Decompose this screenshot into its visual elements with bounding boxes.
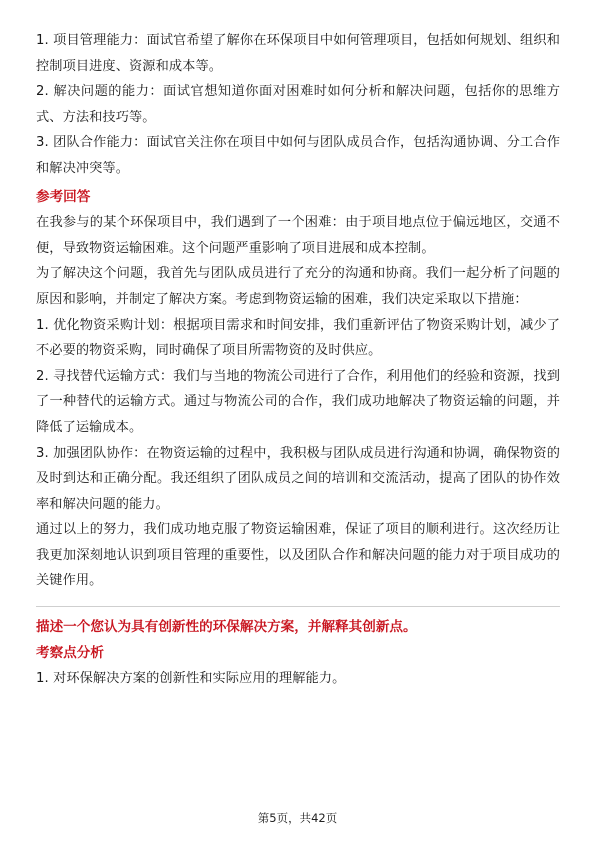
intro-point-1: 1. 项目管理能力：面试官希望了解你在环保项目中如何管理项目，包括如何规划、组织和控制项目进度、资源和成本等。 <box>36 33 560 74</box>
analysis-heading: 考察点分析 <box>36 644 104 661</box>
page-number: 第5页，共42页 <box>257 811 338 825</box>
answer-conclusion: 通过以上的努力，我们成功地克服了物资运输困难，保证了项目的顺利进行。这次经历让我更加深刻地认识到项目管理的重要性，以及团队合作和解决问题的能力对于项目成功的关键作用。 <box>36 522 560 589</box>
answer-paragraph-1: 在我参与的某个环保项目中，我们遇到了一个困难：由于项目地点位于偏远地区，交通不便，导致物资运输困难。这个问题严重影响了项目进展和成本控制。 <box>36 215 560 256</box>
answer-heading: 参考回答 <box>36 188 91 205</box>
answer-measure-3: 3. 加强团队协作：在物资运输的过程中，我积极与团队成员进行沟通和协调，确保物资的及时到达和正确分配。我还组织了团队成员之间的培训和交流活动，提高了团队的协作效率和解决问题的能力。 <box>36 445 560 512</box>
section-divider <box>36 606 560 607</box>
intro-point-2: 2. 解决问题的能力：面试官想知道你面对困难时如何分析和解决问题，包括你的思维方式、方法和技巧等。 <box>36 84 560 125</box>
answer-paragraph-2: 为了解决这个问题，我首先与团队成员进行了充分的沟通和协商。我们一起分析了问题的原因和影响，并制定了解决方案。考虑到物资运输的困难，我们决定采取以下措施： <box>36 266 560 307</box>
answer-measure-2: 2. 寻找替代运输方式：我们与当地的物流公司进行了合作，利用他们的经验和资源，找到了一种替代的运输方式。通过与物流公司的合作，我们成功地解决了物资运输的问题，并降低了运输成本。 <box>36 368 560 435</box>
document-page <box>36 28 560 692</box>
intro-point-3: 3. 团队合作能力：面试官关注你在项目中如何与团队成员合作，包括沟通协调、分工合作和解决冲突等。 <box>36 135 560 176</box>
answer-measure-1: 1. 优化物资采购计划：根据项目需求和时间安排，我们重新评估了物资采购计划，减少了不必要的物资采购，同时确保了项目所需物资的及时供应。 <box>36 317 560 359</box>
question-heading: 描述一个您认为具有创新性的环保解决方案，并解释其创新点。 <box>36 619 417 636</box>
analysis-point-1: 1. 对环保解决方案的创新性和实际应用的理解能力。 <box>36 671 346 687</box>
